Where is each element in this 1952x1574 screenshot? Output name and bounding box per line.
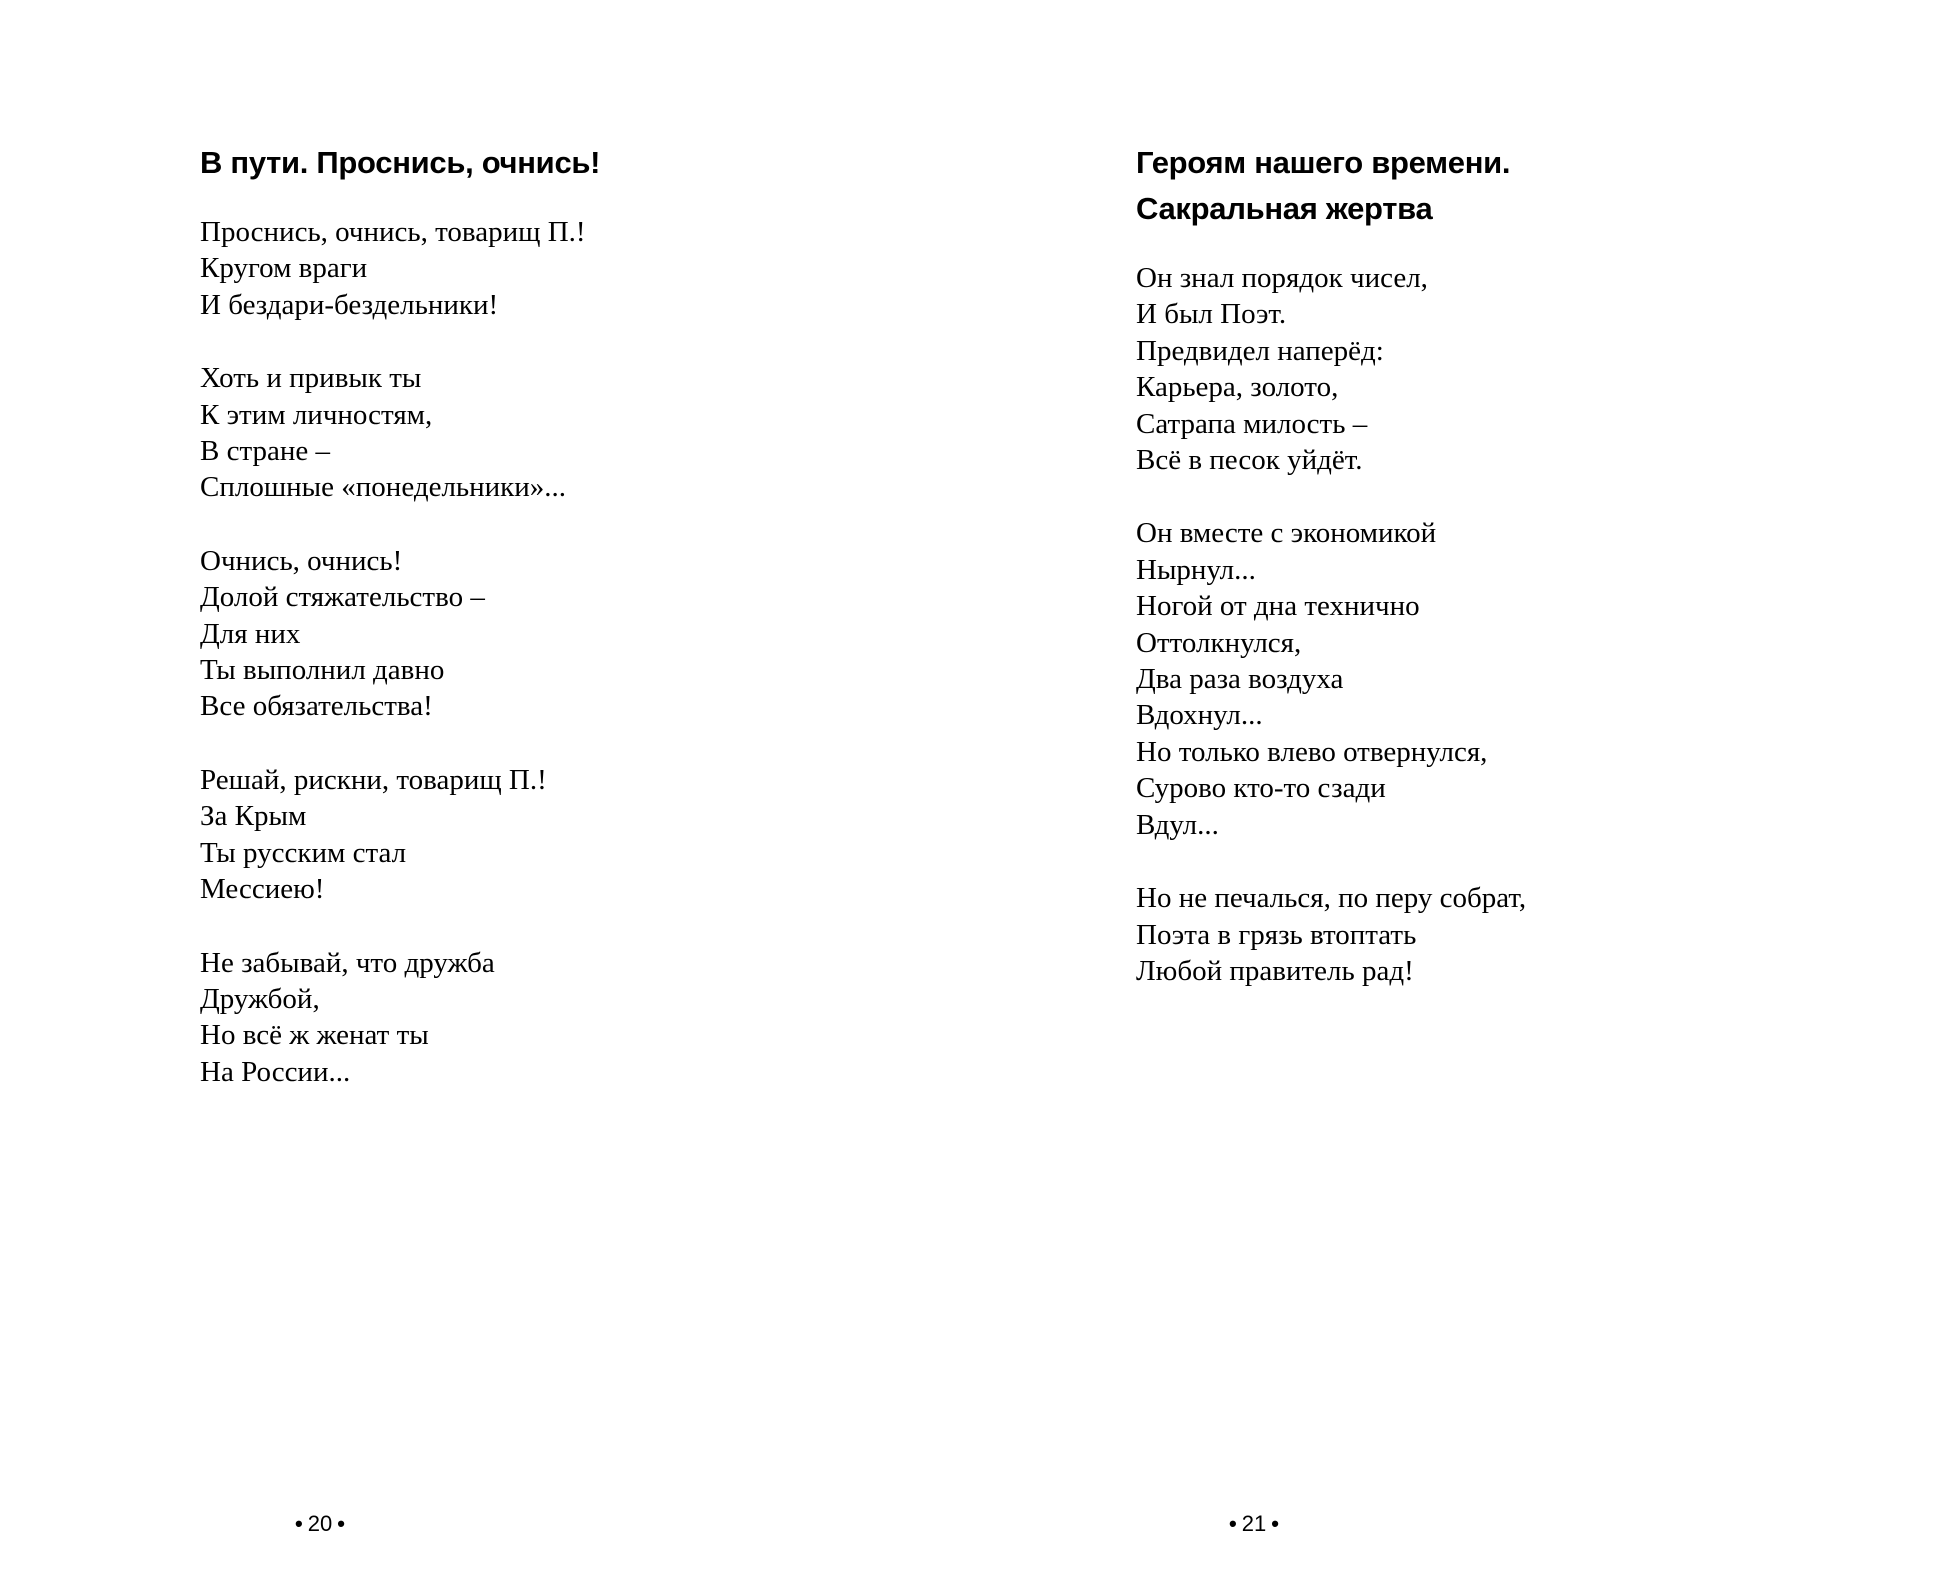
page-number-left: [290, 1509, 350, 1539]
stanza: [200, 762, 920, 908]
stanza: [200, 360, 920, 506]
poem-line: Для них: [200, 617, 301, 650]
poem-line: Но всё ж женат ты: [200, 1019, 429, 1052]
page-number-marker: •: [337, 1511, 345, 1536]
title-line: Сакральная жертва: [1136, 191, 1433, 226]
page-number-marker: •: [295, 1511, 303, 1536]
poem-line: В стране –: [200, 435, 331, 468]
poem-line: Предвидел наперёд:: [1136, 334, 1384, 367]
poem-line: И бездари-бездельники!: [200, 288, 499, 321]
poem-line: К этим личностям,: [200, 398, 433, 431]
right-page: [976, 0, 1952, 1574]
page-number-value: 20: [307, 1511, 333, 1536]
poem-line: Карьера, золото,: [1136, 371, 1339, 404]
poem-line: Он знал порядок чисел,: [1136, 262, 1428, 294]
poem-line: Сплошные «понедельники»...: [200, 471, 567, 504]
poem-line: Вдохнул...: [1136, 699, 1263, 732]
page-number-marker: •: [1229, 1511, 1237, 1536]
right-page-content: [1136, 140, 1896, 1026]
poem-line: Долой стяжательство –: [200, 581, 485, 614]
poem-line: Все обязательства!: [200, 690, 433, 723]
poem-line: Кругом враги: [200, 252, 368, 285]
stanza: [1136, 880, 1896, 989]
poem-line: Но не печалься, по перу собрат,: [1136, 882, 1527, 915]
poem-line: Вдул...: [1136, 808, 1219, 841]
poem-line: Проснись, очнись, товарищ П.!: [200, 216, 586, 248]
page-number-right: [1224, 1509, 1284, 1539]
poem-line: Хоть и привык ты: [200, 362, 422, 395]
poem-line: Любой правитель рад!: [1136, 954, 1414, 987]
left-page-content: [200, 140, 920, 1127]
poem-line: На России...: [200, 1055, 351, 1088]
poem-line: Мессиею!: [200, 873, 325, 906]
stanza: [1136, 515, 1896, 843]
poem-line: Ты выполнил давно: [200, 654, 445, 687]
page-number-value: 21: [1241, 1511, 1267, 1536]
title-line: Героям нашего времени.: [1136, 145, 1511, 180]
stanza: [200, 543, 920, 725]
poem-line: Поэта в грязь втоптать: [1136, 918, 1417, 951]
poem-line: И был Поэт.: [1136, 298, 1287, 331]
stanza: [200, 214, 920, 323]
poem-line: Сурово кто-то сзади: [1136, 772, 1386, 805]
poem-line: Сатрапа милость –: [1136, 407, 1368, 440]
poem-line: Ногой от дна технично: [1136, 590, 1420, 623]
poem-line: Не забывай, что дружба: [200, 946, 495, 979]
poem-line: Два раза воздуха: [1136, 663, 1344, 696]
poem-line: Ты русским стал: [200, 836, 407, 869]
poem-line: Но только влево отвернулся,: [1136, 735, 1488, 768]
poem-line: Очнись, очнись!: [200, 544, 403, 577]
left-poem-title: В пути. Проснись, очнись!: [200, 145, 601, 180]
poem-line: Дружбой,: [200, 982, 320, 1015]
poem-line: Нырнул...: [1136, 553, 1256, 586]
stanza: [200, 945, 920, 1091]
poem-line: Оттолкнулся,: [1136, 626, 1302, 659]
stanza: [1136, 260, 1896, 478]
poem-line: Всё в песок уйдёт.: [1136, 444, 1363, 477]
right-poem-title: [1136, 140, 1896, 232]
page-number-marker: •: [1271, 1511, 1279, 1536]
poem-line: Он вместе с экономикой: [1136, 517, 1437, 550]
poem-line: За Крым: [200, 800, 307, 833]
poem-line: Решай, рискни, товарищ П.!: [200, 763, 547, 796]
